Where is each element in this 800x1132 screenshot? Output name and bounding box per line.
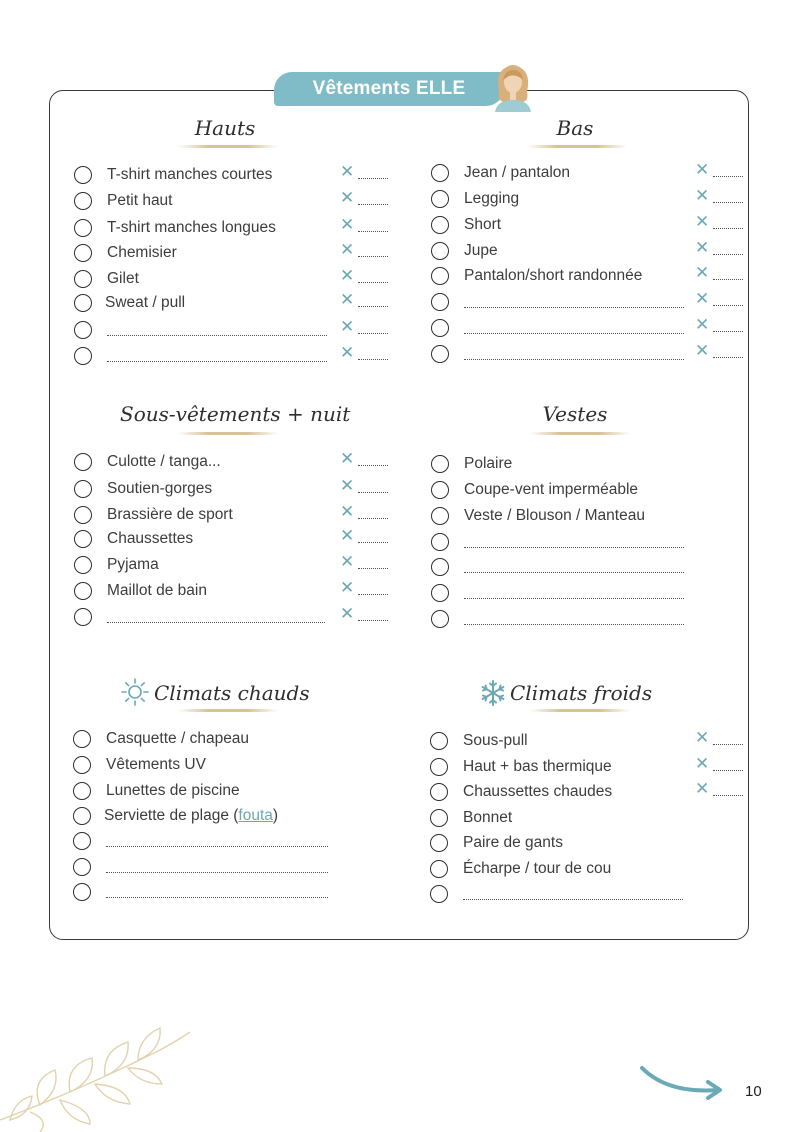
item-label: Gilet [107,270,139,287]
quantity-x-icon: ✕ [340,266,355,286]
quantity-x-icon: ✕ [695,160,710,180]
quantity-field[interactable] [358,178,388,179]
checkbox[interactable] [73,858,91,876]
quantity-x-icon: ✕ [695,315,710,335]
checkbox[interactable] [74,453,92,471]
item-label: Sweat / pull [105,294,186,311]
checkbox[interactable] [430,758,448,776]
checkbox[interactable] [431,267,449,285]
title-underline [178,145,278,148]
item-label: Paire de gants [463,834,563,851]
quantity-x-icon: ✕ [340,502,355,522]
quantity-x-icon: ✕ [340,449,355,469]
quantity-field[interactable] [713,176,743,177]
checkbox[interactable] [431,610,449,628]
item-label: Brassière de sport [107,506,233,523]
write-in-line[interactable] [463,899,683,900]
quantity-field[interactable] [713,744,743,745]
quantity-field[interactable] [358,282,388,283]
page-title-banner [274,72,504,106]
quantity-field[interactable] [713,202,743,203]
write-in-line[interactable] [464,359,684,360]
checkbox[interactable] [431,190,449,208]
quantity-x-icon: ✕ [340,215,355,235]
quantity-x-icon: ✕ [340,526,355,546]
item-label: Pyjama [107,556,159,573]
quantity-field[interactable] [358,620,388,621]
title-underline [178,432,278,435]
quantity-x-icon: ✕ [340,240,355,260]
item-label: Soutien-gorges [107,480,213,497]
checkbox[interactable] [74,530,92,548]
item-label-text: ) [272,807,279,824]
checkbox[interactable] [74,608,92,626]
write-in-line[interactable] [107,335,327,336]
checkbox[interactable] [430,732,448,750]
item-label: Pantalon/short randonnée [464,267,643,284]
title-underline [178,709,278,712]
checkbox[interactable] [431,242,449,260]
checkbox[interactable] [431,293,449,311]
checkbox[interactable] [74,294,92,312]
quantity-field[interactable] [358,594,388,595]
checkbox[interactable] [73,730,91,748]
checkbox[interactable] [74,192,92,210]
item-label: Chemisier [107,244,177,261]
checkbox[interactable] [431,507,449,525]
checkbox[interactable] [431,164,449,182]
checkbox[interactable] [431,216,449,234]
item-label: Casquette / chapeau [106,730,250,747]
section-title-vestes: Vestes [542,402,608,426]
quantity-x-icon: ✕ [695,186,710,206]
item-label: Chaussettes chaudes [463,783,613,800]
quantity-x-icon: ✕ [695,238,710,258]
section-title-bas: Bas [556,116,594,140]
item-label: Jupe [464,242,498,259]
item-label: Écharpe / tour de cou [463,860,612,877]
section-title-sous-vetements: Sous-vêtements + nuit [120,402,351,426]
checkbox[interactable] [431,455,449,473]
quantity-field[interactable] [358,204,388,205]
page-title: Vêtements ELLE [312,78,466,99]
quantity-x-icon: ✕ [340,578,355,598]
item-label [104,807,278,825]
quantity-x-icon: ✕ [695,728,710,748]
item-label: T-shirt manches longues [107,219,276,236]
item-label: Short [464,216,502,233]
item-label: Polaire [464,455,513,472]
item-label: Culotte / tanga... [107,453,221,470]
item-label: Sous-pull [463,732,528,749]
item-label: Veste / Blouson / Manteau [464,507,645,524]
quantity-x-icon: ✕ [340,317,355,337]
title-underline [530,709,630,712]
item-label: Chaussettes [107,530,194,547]
quantity-field[interactable] [713,228,743,229]
quantity-field[interactable] [358,492,388,493]
write-in-line[interactable] [464,333,684,334]
quantity-field[interactable] [358,568,388,569]
write-in-line[interactable] [464,624,684,625]
quantity-field[interactable] [358,306,388,307]
checkbox[interactable] [431,319,449,337]
snowflake-icon [480,680,506,706]
sun-icon [121,678,149,706]
next-page-arrow-icon[interactable] [638,1060,728,1100]
item-label: Jean / pantalon [464,164,571,181]
write-in-line[interactable] [107,622,325,623]
quantity-field[interactable] [358,231,388,232]
quantity-x-icon: ✕ [340,552,355,572]
checkbox[interactable] [431,584,449,602]
quantity-field[interactable] [713,254,743,255]
write-in-line[interactable] [107,361,327,362]
section-title-climats-froids: Climats froids [510,681,653,705]
item-label: Haut + bas thermique [463,758,612,775]
item-label-text: Serviette de plage ( [104,807,239,824]
quantity-x-icon: ✕ [340,188,355,208]
checkbox[interactable] [431,481,449,499]
leaf-branch-icon [0,1020,200,1132]
checkbox[interactable] [430,809,448,827]
write-in-line[interactable] [464,598,684,599]
checkbox[interactable] [431,345,449,363]
checkbox[interactable] [74,480,92,498]
quantity-field[interactable] [713,331,743,332]
item-label: Coupe-vent imperméable [464,481,639,498]
checkbox[interactable] [73,807,91,825]
quantity-field[interactable] [713,279,743,280]
checkbox[interactable] [74,347,92,365]
woman-avatar-icon [489,60,537,112]
checkbox[interactable] [73,756,91,774]
section-title-climats-chauds: Climats chauds [154,681,310,705]
quantity-field[interactable] [713,305,743,306]
checkbox[interactable] [74,582,92,600]
checkbox[interactable] [73,832,91,850]
item-label: Lunettes de piscine [106,782,240,799]
checkbox[interactable] [74,270,92,288]
quantity-field[interactable] [713,770,743,771]
title-underline [527,145,627,148]
item-label: Bonnet [463,809,513,826]
item-label: Vêtements UV [106,756,206,773]
quantity-field[interactable] [358,359,388,360]
item-label: Legging [464,190,520,207]
quantity-x-icon: ✕ [340,604,355,624]
item-label: T-shirt manches courtes [107,166,273,183]
quantity-x-icon: ✕ [695,263,710,283]
write-in-line[interactable] [464,547,684,548]
quantity-x-icon: ✕ [695,341,710,361]
write-in-line[interactable] [464,572,684,573]
checkbox[interactable] [74,219,92,237]
checkbox[interactable] [430,834,448,852]
quantity-field[interactable] [358,333,388,334]
checkbox[interactable] [73,883,91,901]
checkbox[interactable] [430,885,448,903]
checkbox[interactable] [74,506,92,524]
quantity-field[interactable] [358,518,388,519]
write-in-line[interactable] [464,307,684,308]
quantity-field[interactable] [713,795,743,796]
quantity-x-icon: ✕ [695,289,710,309]
checkbox[interactable] [74,244,92,262]
fouta-link[interactable]: fouta [238,807,273,824]
page-number: 10 [745,1083,762,1100]
write-in-line[interactable] [106,872,328,873]
quantity-field[interactable] [713,357,743,358]
checkbox[interactable] [430,860,448,878]
quantity-field[interactable] [358,465,388,466]
checkbox[interactable] [74,321,92,339]
write-in-line[interactable] [106,846,328,847]
item-label: Petit haut [107,192,173,209]
checkbox[interactable] [74,556,92,574]
quantity-x-icon: ✕ [340,290,355,310]
quantity-field[interactable] [358,542,388,543]
section-title-hauts: Hauts [194,116,256,140]
quantity-field[interactable] [358,256,388,257]
quantity-x-icon: ✕ [695,754,710,774]
quantity-x-icon: ✕ [340,343,355,363]
checkbox[interactable] [74,166,92,184]
title-underline [530,432,630,435]
quantity-x-icon: ✕ [695,779,710,799]
write-in-line[interactable] [106,897,328,898]
quantity-x-icon: ✕ [340,162,355,182]
quantity-x-icon: ✕ [695,212,710,232]
item-label: Maillot de bain [107,582,207,599]
checkbox[interactable] [73,782,91,800]
checkbox[interactable] [431,558,449,576]
checkbox[interactable] [430,783,448,801]
quantity-x-icon: ✕ [340,476,355,496]
checkbox[interactable] [431,533,449,551]
